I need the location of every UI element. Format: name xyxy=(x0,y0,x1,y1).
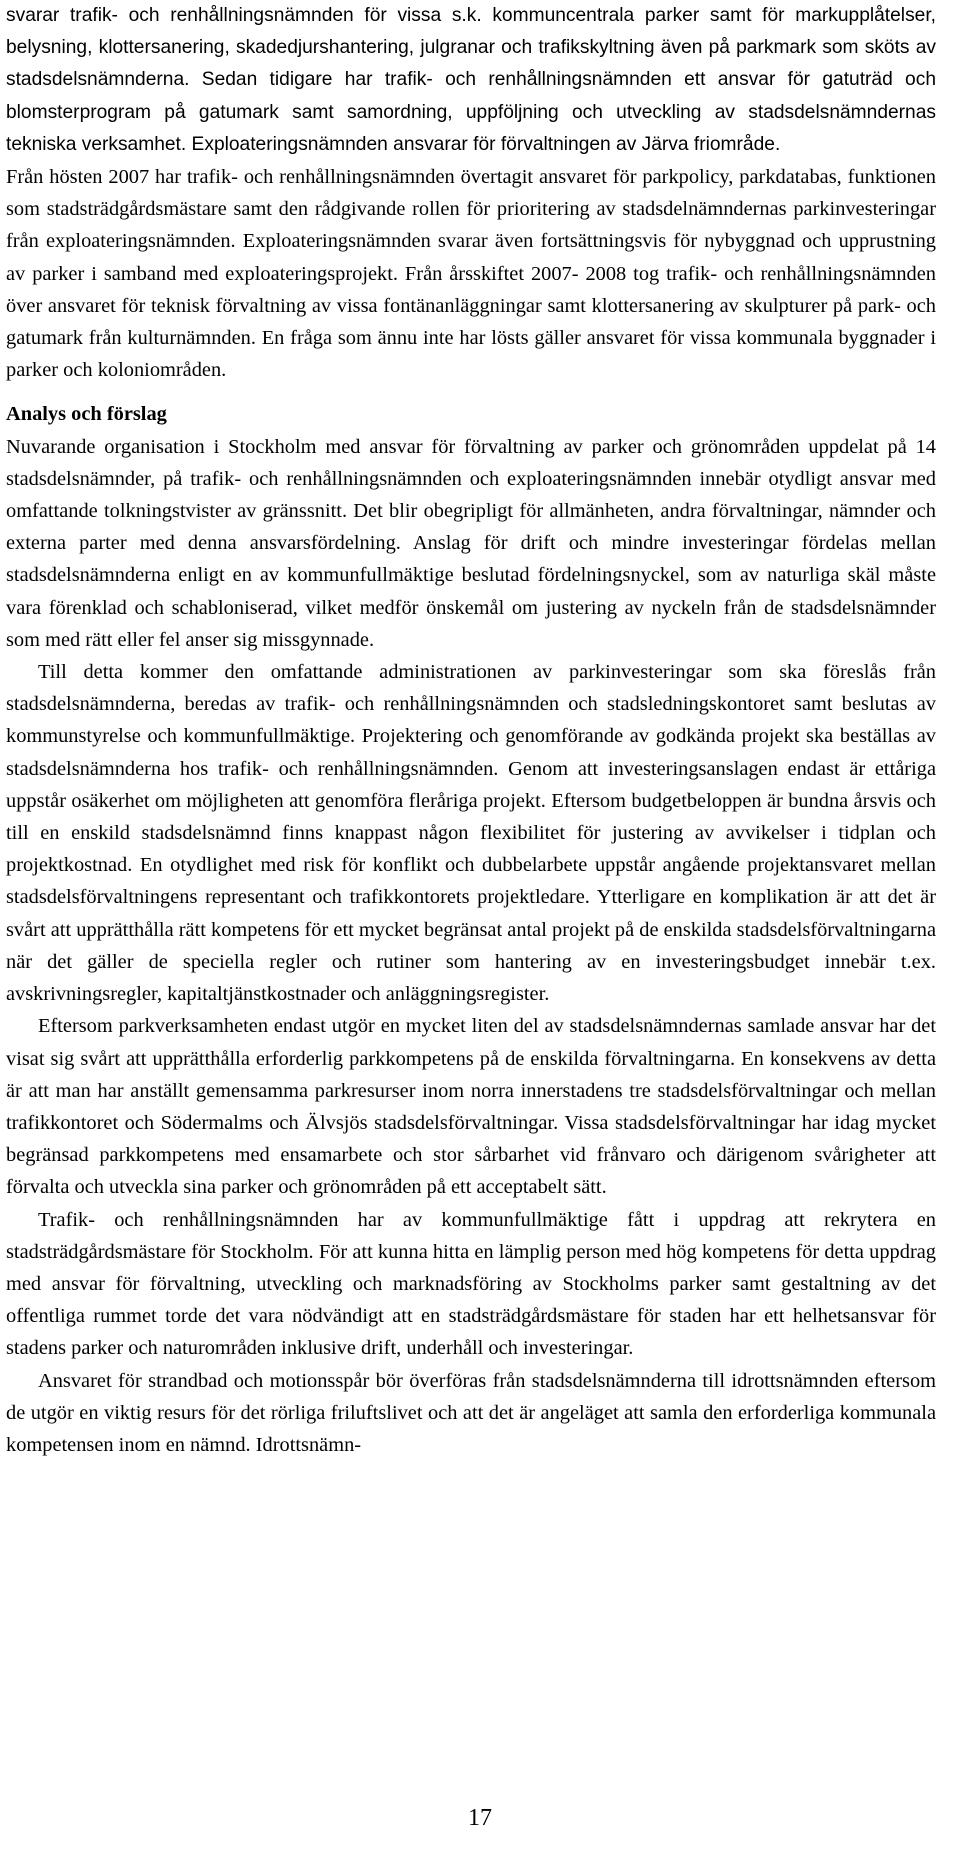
paragraph-park-responsibility: svarar trafik- och renhållningsnämnden för vissa s.k. kommuncentrala parker samt för markupplåtelser, belysning, klottersanering, skadedjurshantering, julgranar och trafikskyltning även på parkmark som sköts av stadsdelsnämnderna. Sedan tidigare har trafik- och renhållningsnämnden ett ansvar för gatuträd och blomsterprogram på gatumark samt samordning, uppföljning och utveckling av stadsdelsnämndernas tekniska verksamhet. Exploateringsnämnden ansvarar för förvaltningen av Järva friområde. xyxy=(6,5,936,155)
section-gap xyxy=(6,386,936,398)
section-heading-analysis: Analys och förslag xyxy=(6,403,167,426)
page-number: 17 xyxy=(468,1805,492,1831)
paragraph-autumn-2007: Från hösten 2007 har trafik- och renhållningsnämnden övertagit ansvaret för parkpolicy, parkdatabas, funktionen som stadsträdgårdsmästare samt den rådgivande rollen för prioritering av stadsdelnämndernas parkinvesteringar från exploateringsnämnden. Exploateringsnämnden svarar även fortsättningsvis för nybyggnad och upprustning av parker i samband med exploateringsprojekt. Från årsskiftet 2007- 2008 tog trafik- och renhållningsnämnden över ansvaret för teknisk förvaltning av vissa fontänanläggningar samt klottersanering av skulpturer på park- och gatumark från kulturnämnden. En fråga som ännu inte har lösts gäller ansvaret för vissa kommunala byggnader i parker och koloniområden. xyxy=(6,166,936,382)
paragraph-park-competence: Eftersom parkverksamheten endast utgör en mycket liten del av stadsdelsnämndernas samlade ansvar har det visat sig svårt att upprätthålla erforderlig parkkompetens på de enskilda förvaltningarna. En konsekvens av detta är att man har anställt gemensamma parkresurser inom norra innerstadens tre stadsdelsförvaltningar och mellan trafikkontoret och Södermalms och Älvsjös stadsdelsförvaltningar. Vissa stadsdelsförvaltningar har idag mycket begränsad parkkompetens med ensamarbete och stor sårbarhet vid frånvaro och därigenom svårigheter att förvalta och utveckla sina parker och grönområden på ett acceptabelt sätt. xyxy=(6,1015,936,1199)
paragraph-city-gardener: Trafik- och renhållningsnämnden har av kommunfullmäktige fått i uppdrag att rekrytera en stadsträdgårdsmästare för Stockholm. För att kunna hitta en lämplig person med hög kompetens för detta uppdrag med ansvar för förvaltning, utveckling och marknadsföring av Stockholms parker samt gestaltning av det offentliga rummet torde det vara nödvändigt att en stadsträdgårdsmästare för staden har ett helhetsansvar för stadens parker och naturområden inklusive drift, underhåll och investeringar. xyxy=(6,1208,936,1360)
paragraph-investment-administration: Till detta kommer den omfattande administrationen av parkinvesteringar som ska föreslås från stadsdelsnämnderna, beredas av trafik- och renhållningsnämnden och stadsledningskontoret samt beslutas av kommunstyrelse och kommunfullmäktige. Projektering och genomförande av godkända projekt ska beställas av stadsdelsnämnderna hos trafik- och renhållningsnämnden. Genom att investeringsanslagen endast är ettåriga uppstår osäkerhet om möjligheten att genomföra fleråriga projekt. Eftersom budgetbeloppen är bundna årsvis och till en enskild stadsdelsnämnd finns knappast någon flexibilitet för justering av avvikelser i tidplan och projektkostnad. En otydlighet med risk för konflikt och dubbelarbete uppstår angående projektansvaret mellan stadsdelsförvaltningens representant och trafikkontorets projektledare. Ytterligare en komplikation är att det är svårt att upprätthålla rätt kompetens för ett mycket begränsat antal projekt på de enskilda stadsdelsförvaltningarna när det gäller de speciella regler och rutiner som hantering av en investeringsbudget innebär t.ex. avskrivningsregler, kapitaltjänstkostnader och anläggningsregister. xyxy=(6,661,936,1006)
paragraph-beaches-and-trails: Ansvaret för strandbad och motionsspår bör överföras från stadsdelsnämnderna till idrottsnämnden eftersom de utgör en viktig resurs för det rörliga friluftslivet och att det är angeläget att samla den erforderliga kommunala kompetensen inom en nämnd. Idrottsnämn- xyxy=(6,1369,936,1456)
paragraph-current-organisation: Nuvarande organisation i Stockholm med ansvar för förvaltning av parker och grönområden uppdelat på 14 stadsdelsnämnder, på trafik- och renhållningsnämnden och exploateringsnämnden innebär otydligt ansvar med omfattande tolkningstvister av gränssnitt. Det blir obegripligt för allmänheten, andra förvaltningar, nämnder och externa parter med denna ansvarsfördelning. Anslag för drift och mindre investeringar fördelas mellan stadsdelsnämnderna enligt en av kommunfullmäktige beslutad fördelningsnyckel, som av naturliga skäl måste vara förenklad och schabloniserad, vilket medför önskemål om justering av nyckeln från de stadsdelsnämnder som med rätt eller fel anser sig missgynnade. xyxy=(6,435,936,651)
